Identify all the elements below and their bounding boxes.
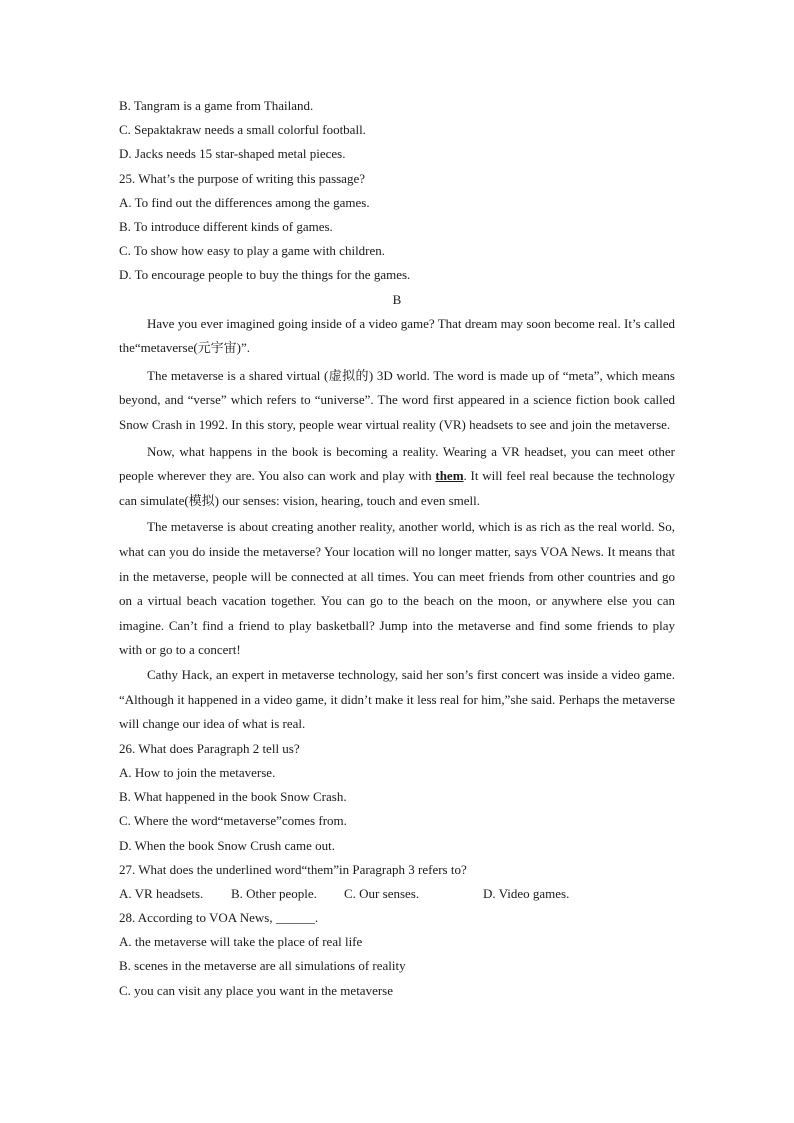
passage-p3-before: Now, what happens in the book is becoming a reality. Wearing a VR headset, you can meet other people wherever they are. You also can work and play with — [119, 443, 675, 484]
q28-option-a: A. the metaverse will take the place of real life — [119, 934, 363, 950]
q25-option-a: A. To find out the differences among the games. — [119, 194, 370, 210]
q25-question: 25. What’s the purpose of writing this passage? — [119, 170, 365, 186]
q24-option-d: D. Jacks needs 15 star-shaped metal pieces. — [119, 146, 346, 162]
q25-option-b: B. To introduce different kinds of games. — [119, 218, 333, 234]
q26-option-c: C. Where the word“metaverse”comes from. — [119, 813, 347, 829]
q26-option-a: A. How to join the metaverse. — [119, 764, 276, 780]
passage-p1-text: Have you ever imagined going inside of a video game? That dream may soon become real. It’s called the“metaverse(元宇宙)”. — [119, 315, 675, 356]
q27-option-d: D. Video games. — [483, 885, 570, 901]
passage-p3-after: . It will feel real because the technology can simulate(模拟) our senses: vision, hearing, touch and even smell. — [119, 468, 675, 508]
q26-option-b: B. What happened in the book Snow Crash. — [119, 789, 347, 805]
q27-option-c: C. Our senses. — [344, 885, 420, 901]
q24-option-c: C. Sepaktakraw needs a small colorful football. — [119, 122, 366, 138]
q28-option-b: B. scenes in the metaverse are all simulations of reality — [119, 958, 406, 974]
passage-p5-text: Cathy Hack, an expert in metaverse technology, said her son’s first concert was inside a video game. “Although it happened in a video game, it didn’t make it less real for him,”she said. Perhaps the metaverse will change our idea of what is real. — [119, 667, 675, 732]
passage-paragraph-1 — [119, 312, 675, 361]
q26-question: 26. What does Paragraph 2 tell us? — [119, 740, 300, 756]
passage-p4-text: The metaverse is about creating another reality, another world, which is as rich as the real world. So, what can you do inside the metaverse? Your location will no longer matter, says VOA News. It means that in the metaverse, people will be connected at all times. You can meet friends from other countries and go on a virtual beach vacation together. You can go to the beach on the moon, or anywhere else you can imagine. Can’t find a friend to play basketball? Jump into the metaverse and find some friends to play with or go to a concert! — [119, 519, 675, 658]
passage-paragraph-3 — [119, 440, 675, 514]
passage-paragraph-4 — [119, 515, 675, 663]
q27-question: 27. What does the underlined word“them”in Paragraph 3 refers to? — [119, 861, 467, 877]
underlined-word-them: them — [435, 468, 464, 484]
q25-option-d: D. To encourage people to buy the things for the games. — [119, 267, 411, 283]
q27-option-a: A. VR headsets. — [119, 885, 204, 901]
q27-option-b: B. Other people. — [231, 885, 317, 901]
section-label: B — [392, 291, 402, 307]
q28-option-c: C. you can visit any place you want in the metaverse — [119, 982, 394, 998]
q24-option-b: B. Tangram is a game from Thailand. — [119, 98, 314, 113]
passage-p2-text: The metaverse is a shared virtual (虚拟的) 3D world. The word is made up of “meta”, which means beyond, and “verse” which refers to “universe”. The word first appeared in a science fiction book called Snow Crash in 1992. In this story, people wear virtual reality (VR) headsets to see and join the metaverse. — [119, 367, 675, 433]
q28-question: 28. According to VOA News, ______. — [119, 910, 319, 926]
q26-option-d: D. When the book Snow Crush came out. — [119, 837, 336, 853]
passage-paragraph-2 — [119, 364, 675, 438]
q25-option-c: C. To show how easy to play a game with children. — [119, 243, 386, 259]
passage-paragraph-5 — [119, 663, 675, 737]
document-page — [119, 94, 675, 1003]
q27-options — [119, 882, 675, 906]
